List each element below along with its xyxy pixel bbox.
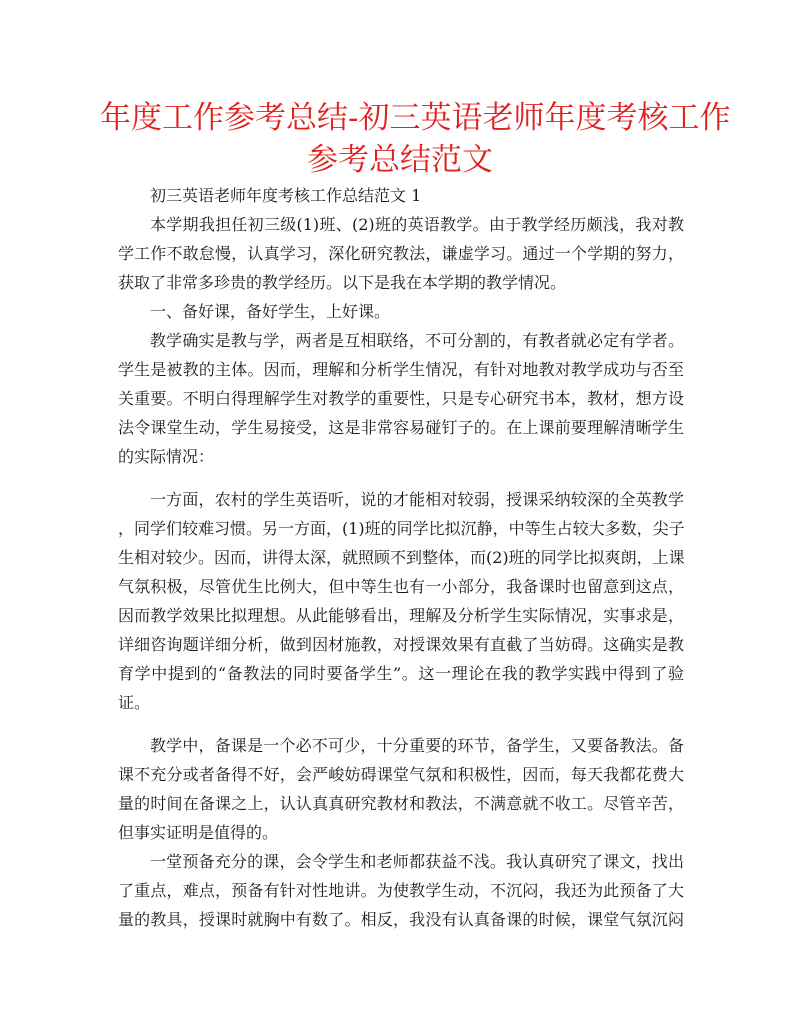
text-line: 但事实证明是值得的。 — [118, 823, 279, 842]
text-line: 量的时间在备课之上，认认真真研究教材和教法，不满意就不收工。尽管辛苦， — [118, 794, 684, 813]
text-line: 学工作不敢怠慢，认真学习，深化研究教法，谦虚学习。通过一个学期的努力， — [118, 244, 684, 263]
document-title-line-2: 参考总结范文 — [307, 142, 493, 178]
text-line: 教学中，备课是一个必不可少，十分重要的环节，备学生，又要备教法。备 — [150, 736, 684, 755]
subtitle-line: 初三英语老师年度考核工作总结范文 1 — [150, 186, 422, 205]
section-heading: 一、备好课，备好学生，上好课。 — [150, 302, 391, 321]
text-line: 证。 — [118, 693, 151, 712]
text-line: 本学期我担任初三级(1)班、(2)班的英语教学。由于教学经历颇浅，我对教 — [150, 215, 684, 234]
text-line: 一堂预备充分的课，会令学生和老师都获益不浅。我认真研究了课文，找出 — [150, 852, 684, 871]
text-line: 法令课堂生动，学生易接受，这是非常容易碰钉子的。在上课前要理解清晰学生 — [118, 418, 684, 437]
text-line: 获取了非常多珍贵的教学经历。以下是我在本学期的教学情况。 — [118, 273, 567, 292]
text-line: 育学中提到的“备教法的同时要备学生”。这一理论在我的教学实践中得到了验 — [118, 664, 684, 683]
text-line: 课不充分或者备得不好，会严峻妨碍课堂气氛和积极性，因而，每天我都花费大 — [118, 765, 684, 784]
document-title-line-1: 年度工作参考总结-初三英语老师年度考核工作 — [100, 100, 731, 136]
text-line: 气氛积极，尽管优生比例大，但中等生也有一小部分，我备课时也留意到这点， — [118, 577, 684, 596]
text-line: 因而教学效果比拟理想。从此能够看出，理解及分析学生实际情况，实事求是， — [118, 606, 684, 625]
text-line: 生相对较少。因而，讲得太深，就照顾不到整体，而(2)班的同学比拟爽朗，上课 — [118, 548, 685, 567]
text-line: 详细咨询题详细分析，做到因材施教，对授课效果有直截了当妨碍。这确实是教 — [118, 635, 684, 654]
text-line: 的实际情况： — [118, 447, 215, 466]
text-line: 学生是被教的主体。因而，理解和分析学生情况，有针对地教对教学成功与否至 — [118, 360, 684, 379]
text-line: 教学确实是教与学，两者是互相联络，不可分割的，有教者就必定有学者。 — [150, 331, 684, 350]
text-line: 量的教具，授课时就胸中有数了。相反，我没有认真备课的时候，课堂气氛沉闷 — [118, 910, 684, 929]
text-line: ，同学们较难习惯。另一方面，(1)班的同学比拟沉静，中等生占较大多数，尖子 — [118, 519, 685, 538]
text-line: 了重点，难点，预备有针对性地讲。为使教学生动，不沉闷，我还为此预备了大 — [118, 881, 684, 900]
text-line: 一方面，农村的学生英语听，说的才能相对较弱，授课采纳较深的全英教学 — [150, 490, 684, 509]
text-line: 关重要。不明白得理解学生对教学的重要性，只是专心研究书本，教材，想方设 — [118, 389, 684, 408]
